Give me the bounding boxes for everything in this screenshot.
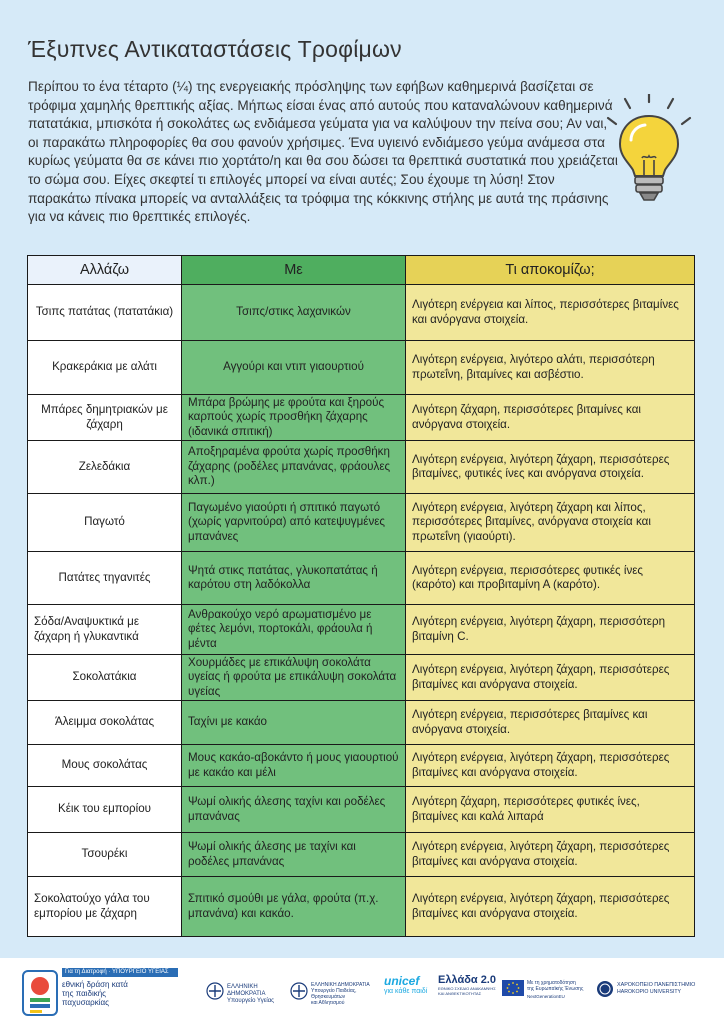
swap-to-cell: Μους κακάο-αβοκάντο ή μους γιαουρτιού με κακάο και μέλι	[182, 745, 406, 787]
benefit-cell: Λιγότερη ενέργεια, λιγότερο αλάτι, περισσότερη πρωτεΐνη, βιταμίνες και ασβέστιο.	[406, 341, 695, 395]
table-row	[28, 745, 695, 787]
table-row	[28, 285, 695, 341]
swap-from-cell: Σόδα/Αναψυκτικά με ζάχαρη ή γλυκαντικά	[28, 605, 182, 655]
table-row	[28, 341, 695, 395]
table-row	[28, 877, 695, 937]
header-with: Με	[182, 256, 406, 285]
greek-emblem-icon	[206, 982, 224, 1000]
table-row	[28, 655, 695, 701]
program-logo	[22, 968, 172, 1018]
greece20-sub-text: ΕΘΝΙΚΟ ΣΧΕΔΙΟ ΑΝΑΚΑΜΨΗΣ ΚΑΙ ΑΝΘΕΚΤΙΚΟΤΗΤΑΣ	[438, 986, 496, 996]
benefit-cell: Λιγότερη ενέργεια, λιγότερη ζάχαρη και λίπος, περισσότερες βιταμίνες, ανόργανα στοιχεία και πρωτεΐνη (γιαούρτι).	[406, 494, 695, 552]
eu-sub-text: NextGenerationEU	[527, 994, 565, 999]
swap-from-cell: Μους σοκολάτας	[28, 745, 182, 787]
table-header-row	[28, 256, 695, 285]
harokopio-logo	[596, 978, 720, 1008]
swap-from-cell: Κέικ του εμπορίου	[28, 787, 182, 833]
table-row	[28, 833, 695, 877]
program-emblem-icon	[22, 970, 58, 1016]
swap-from-cell: Ζελεδάκια	[28, 441, 182, 494]
swap-to-cell: Αποξηραμένα φρούτα χωρίς προσθήκη ζάχαρης (ροδέλες μπανάνας, φράουλες κλπ.)	[182, 441, 406, 494]
table-row	[28, 787, 695, 833]
benefit-cell: Λιγότερη ζάχαρη, περισσότερες βιταμίνες και ανόργανα στοιχεία.	[406, 395, 695, 441]
benefit-cell: Λιγότερη ενέργεια, λιγότερη ζάχαρη, περισσότερες βιταμίνες και ανόργανα στοιχεία.	[406, 745, 695, 787]
benefit-cell: Λιγότερη ζάχαρη, περισσότερες φυτικές ίνες, βιταμίνες και καλά λιπαρά	[406, 787, 695, 833]
swap-to-cell: Μπάρα βρώμης με φρούτα και ξηρούς καρπούς χωρίς προσθήκη ζάχαρης (ιδανικά σπιτική)	[182, 395, 406, 441]
footer-logos	[0, 958, 724, 1024]
swap-to-cell: Ψωμί ολικής άλεσης με ταχίνι και ροδέλες μπανάνας	[182, 833, 406, 877]
swap-to-text: Τσιπς/στικς λαχανικών	[236, 305, 351, 319]
swap-to-cell: Ψητά στικς πατάτας, γλυκοπατάτας ή καρότου στη λαδόκολλα	[182, 552, 406, 605]
food-swap-table	[27, 255, 695, 937]
ministry-education-text: ΕΛΛΗΝΙΚΗ ΔΗΜΟΚΡΑΤΙΑ Υπουργείο Παιδείας, Θρησκευμάτων και Αθλητισμού	[311, 982, 370, 1006]
table-row	[28, 441, 695, 494]
ministry-education-logo	[290, 978, 380, 1008]
harokopio-text: ΧΑΡΟΚΟΠΕΙΟ ΠΑΝΕΠΙΣΤΗΜΙΟ	[617, 982, 696, 988]
benefit-cell: Λιγότερη ενέργεια, περισσότερες βιταμίνες και ανόργανα στοιχεία.	[406, 701, 695, 745]
benefit-cell: Λιγότερη ενέργεια, λιγότερη ζάχαρη, περισσότερες βιταμίνες και ανόργανα στοιχεία.	[406, 833, 695, 877]
university-seal-icon	[596, 980, 614, 998]
swap-from-cell: Τσουρέκι	[28, 833, 182, 877]
swap-to-text: Αγγούρι και ντιπ γιαουρτιού	[223, 360, 364, 374]
program-small-text: Για τη Διατροφή · ΥΠΟΥΡΓΕΙΟ ΥΓΕΙΑΣ	[62, 968, 178, 977]
swap-to-cell: Ψωμί ολικής άλεσης ταχίνι και ροδέλες μπανάνας	[182, 787, 406, 833]
table-row	[28, 605, 695, 655]
benefit-cell: Λιγότερη ενέργεια, λιγότερη ζάχαρη, περισσότερες βιταμίνες και ανόργανα στοιχεία.	[406, 877, 695, 937]
table-row	[28, 395, 695, 441]
swap-from-cell: Άλειμμα σοκολάτας	[28, 701, 182, 745]
greek-emblem-icon	[290, 982, 308, 1000]
greece20-text: Ελλάδα 2.0	[438, 974, 496, 986]
benefit-cell: Λιγότερη ενέργεια, λιγότερη ζάχαρη, περισσότερη βιταμίνη C.	[406, 605, 695, 655]
eu-text: Με τη χρηματοδότηση της Ευρωπαϊκής Ένωσης	[527, 980, 584, 992]
table-row	[28, 552, 695, 605]
lightbulb-icon	[604, 94, 694, 204]
swap-from-cell: Παγωτό	[28, 494, 182, 552]
table-row	[28, 494, 695, 552]
page-title: Έξυπνες Αντικαταστάσεις Τροφίμων	[28, 36, 402, 62]
swap-to-cell	[182, 341, 406, 395]
unicef-logo	[384, 974, 444, 1010]
unicef-text: unicef	[384, 974, 420, 988]
benefit-cell: Λιγότερη ενέργεια, περισσότερες φυτικές ίνες (καρότο) και προβιταμίνη Α (καρότο).	[406, 552, 695, 605]
program-title-text: εθνική δράση κατά της παιδικής παχυσαρκίας	[62, 980, 128, 1007]
header-swap: Αλλάζω	[28, 256, 182, 285]
swap-from-cell: Μπάρες δημητριακών με ζάχαρη	[28, 395, 182, 441]
header-benefit: Τι αποκομίζω;	[406, 256, 695, 285]
swap-to-cell: Χουρμάδες με επικάλυψη σοκολάτα υγείας ή φρούτα με επικάλυψη σοκολάτα υγείας	[182, 655, 406, 701]
swap-from-cell: Κρακεράκια με αλάτι	[28, 341, 182, 395]
greece20-logo	[438, 974, 498, 1010]
swap-to-cell: Ταχίνι με κακάο	[182, 701, 406, 745]
swap-from-cell: Πατάτες τηγανιτές	[28, 552, 182, 605]
swap-from-cell: Σοκολατάκια	[28, 655, 182, 701]
swap-to-cell: Παγωμένο γιαούρτι ή σπιτικό παγωτό (χωρίς γαρνιτούρα) από κατεψυγμένες μπανάνες	[182, 494, 406, 552]
benefit-cell: Λιγότερη ενέργεια, λιγότερη ζάχαρη, περισσότερες βιταμίνες και ανόργανα στοιχεία.	[406, 655, 695, 701]
swap-from-cell: Τσιπς πατάτας (πατατάκια)	[28, 285, 182, 341]
ministry-health-logo	[206, 978, 288, 1008]
unicef-sub-text: για κάθε παιδί	[384, 988, 428, 995]
benefit-cell: Λιγότερη ενέργεια και λίπος, περισσότερες βιταμίνες και ανόργανα στοιχεία.	[406, 285, 695, 341]
swap-from-cell: Σοκολατούχο γάλα του εμπορίου με ζάχαρη	[28, 877, 182, 937]
eu-logo	[502, 978, 592, 1008]
intro-paragraph: Περίπου το ένα τέταρτο (¼) της ενεργειακής πρόσληψης των εφήβων καθημερινά βασίζεται σε τρόφιμα χαμηλής θρεπτικής αξίας. Μήπως είσαι ένας από αυτούς που καταναλώνουν καθημερινά πατατάκια, μπισκότα ή σοκολάτες ως ενδιάμεσα γεύματα για να καλύψουν την πείνα σου; Αν ναι, οι παρακάτω πληροφορίες θα σου φανούν χρήσιμες. Ένα υγιεινό ενδιάμεσο γεύμα ανάμεσα στα κυρίως γεύματα θα σε κάνει πιο χορτάτο/η και θα σου δώσει τα θρεπτικά συστατικά που χρειάζεται το σώμα σου. Είχες σκεφτεί τι επιλογές μπορεί να είναι αυτές; Σου έχουμε τη λύση! Στον παρακάτω πίνακα μπορείς να ανταλλάξεις τα τρόφιμα της κόκκινης στήλης με αυτά της πράσινης για να κάνεις πιο θρεπτικές επιλογές.	[28, 79, 618, 225]
benefit-cell: Λιγότερη ενέργεια, λιγότερη ζάχαρη, περισσότερες βιταμίνες, φυτικές ίνες και ανόργανα στοιχεία.	[406, 441, 695, 494]
swap-to-cell: Σπιτικό σμούθι με γάλα, φρούτα (π.χ. μπανάνα) και κακάο.	[182, 877, 406, 937]
harokopio-en-text: HAROKOPIO UNIVERSITY	[617, 989, 681, 995]
swap-to-cell: Ανθρακούχο νερό αρωματισμένο με φέτες λεμόνι, πορτοκάλι, φράουλα ή μέντα	[182, 605, 406, 655]
table-row	[28, 701, 695, 745]
ministry-health-text: ΕΛΛΗΝΙΚΗ ΔΗΜΟΚΡΑΤΙΑ Υπουργείο Υγείας	[227, 984, 275, 1004]
eu-flag-icon	[502, 980, 524, 996]
swap-to-cell	[182, 285, 406, 341]
